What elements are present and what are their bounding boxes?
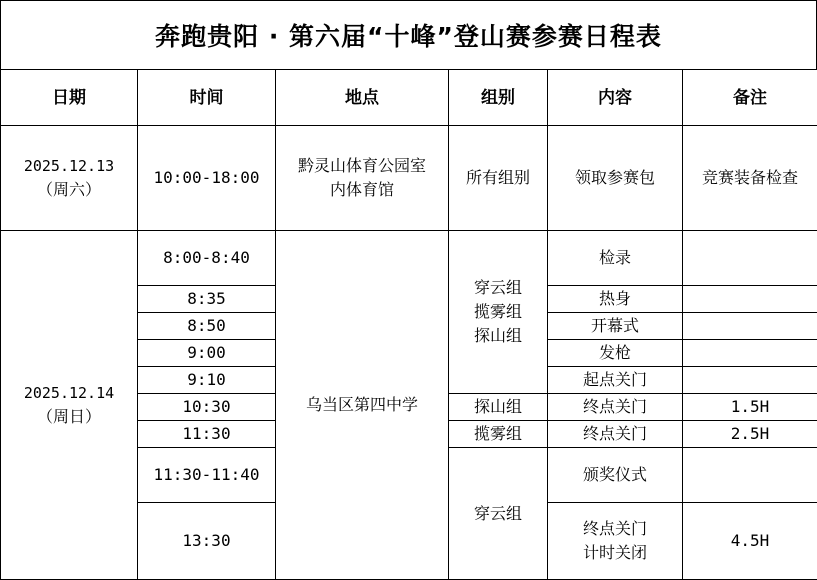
day1-date-cell (1, 126, 138, 231)
schedule-title: 奔跑贵阳 · 第六届“十峰”登山赛参赛日程表 (155, 17, 662, 53)
time-cell: 10:30 (138, 394, 276, 421)
remark-cell (683, 367, 817, 394)
remark-cell (683, 313, 817, 340)
content-cell: 发枪 (548, 340, 683, 367)
remark-cell: 1.5H (683, 394, 817, 421)
schedule-table (0, 69, 817, 580)
schedule-title-box (0, 0, 817, 69)
day2-date-cell (1, 231, 138, 580)
day2-group-all-cell (449, 231, 548, 394)
content-cell (548, 503, 683, 580)
remark-cell (683, 231, 817, 286)
day1-remark: 竞赛装备检查 (683, 126, 817, 231)
time-cell: 8:35 (138, 286, 276, 313)
day1-date: 2025.12.13 (1, 154, 137, 178)
time-cell: 8:50 (138, 313, 276, 340)
header-row (1, 70, 817, 126)
day1-location-line2: 内体育馆 (276, 178, 448, 202)
remark-cell (683, 448, 817, 503)
time-cell: 9:10 (138, 367, 276, 394)
time-cell: 8:00-8:40 (138, 231, 276, 286)
group-lanwu-cell: 揽雾组 (449, 421, 548, 448)
time-cell: 13:30 (138, 503, 276, 580)
day2-date: 2025.12.14 (1, 381, 137, 405)
header-group: 组别 (449, 70, 548, 126)
content-line2: 计时关闭 (548, 541, 682, 565)
remark-cell: 4.5H (683, 503, 817, 580)
day2-location: 乌当区第四中学 (276, 231, 449, 580)
content-cell: 热身 (548, 286, 683, 313)
day1-location-cell (276, 126, 449, 231)
content-cell: 终点关门 (548, 421, 683, 448)
day2-weekday: （周日） (1, 405, 137, 429)
day1-group: 所有组别 (449, 126, 548, 231)
table-row (1, 231, 817, 286)
content-line1: 终点关门 (548, 517, 682, 541)
time-cell: 11:30-11:40 (138, 448, 276, 503)
content-cell: 检录 (548, 231, 683, 286)
table-row (1, 126, 817, 231)
time-cell: 11:30 (138, 421, 276, 448)
header-remark: 备注 (683, 70, 817, 126)
header-date: 日期 (1, 70, 138, 126)
group-chuanyun-cell: 穿云组 (449, 448, 548, 580)
day1-content: 领取参赛包 (548, 126, 683, 231)
header-time: 时间 (138, 70, 276, 126)
remark-cell: 2.5H (683, 421, 817, 448)
remark-cell (683, 286, 817, 313)
group-chuanyun: 穿云组 (449, 276, 547, 300)
content-cell: 颁奖仪式 (548, 448, 683, 503)
content-cell: 起点关门 (548, 367, 683, 394)
group-tanshan-cell: 探山组 (449, 394, 548, 421)
remark-cell (683, 340, 817, 367)
group-lanwu: 揽雾组 (449, 300, 547, 324)
content-cell: 开幕式 (548, 313, 683, 340)
group-tanshan: 探山组 (449, 324, 547, 348)
time-cell: 9:00 (138, 340, 276, 367)
day1-location-line1: 黔灵山体育公园室 (276, 154, 448, 178)
day1-time: 10:00-18:00 (138, 126, 276, 231)
header-content: 内容 (548, 70, 683, 126)
day1-weekday: （周六） (1, 178, 137, 202)
header-location: 地点 (276, 70, 449, 126)
content-cell: 终点关门 (548, 394, 683, 421)
